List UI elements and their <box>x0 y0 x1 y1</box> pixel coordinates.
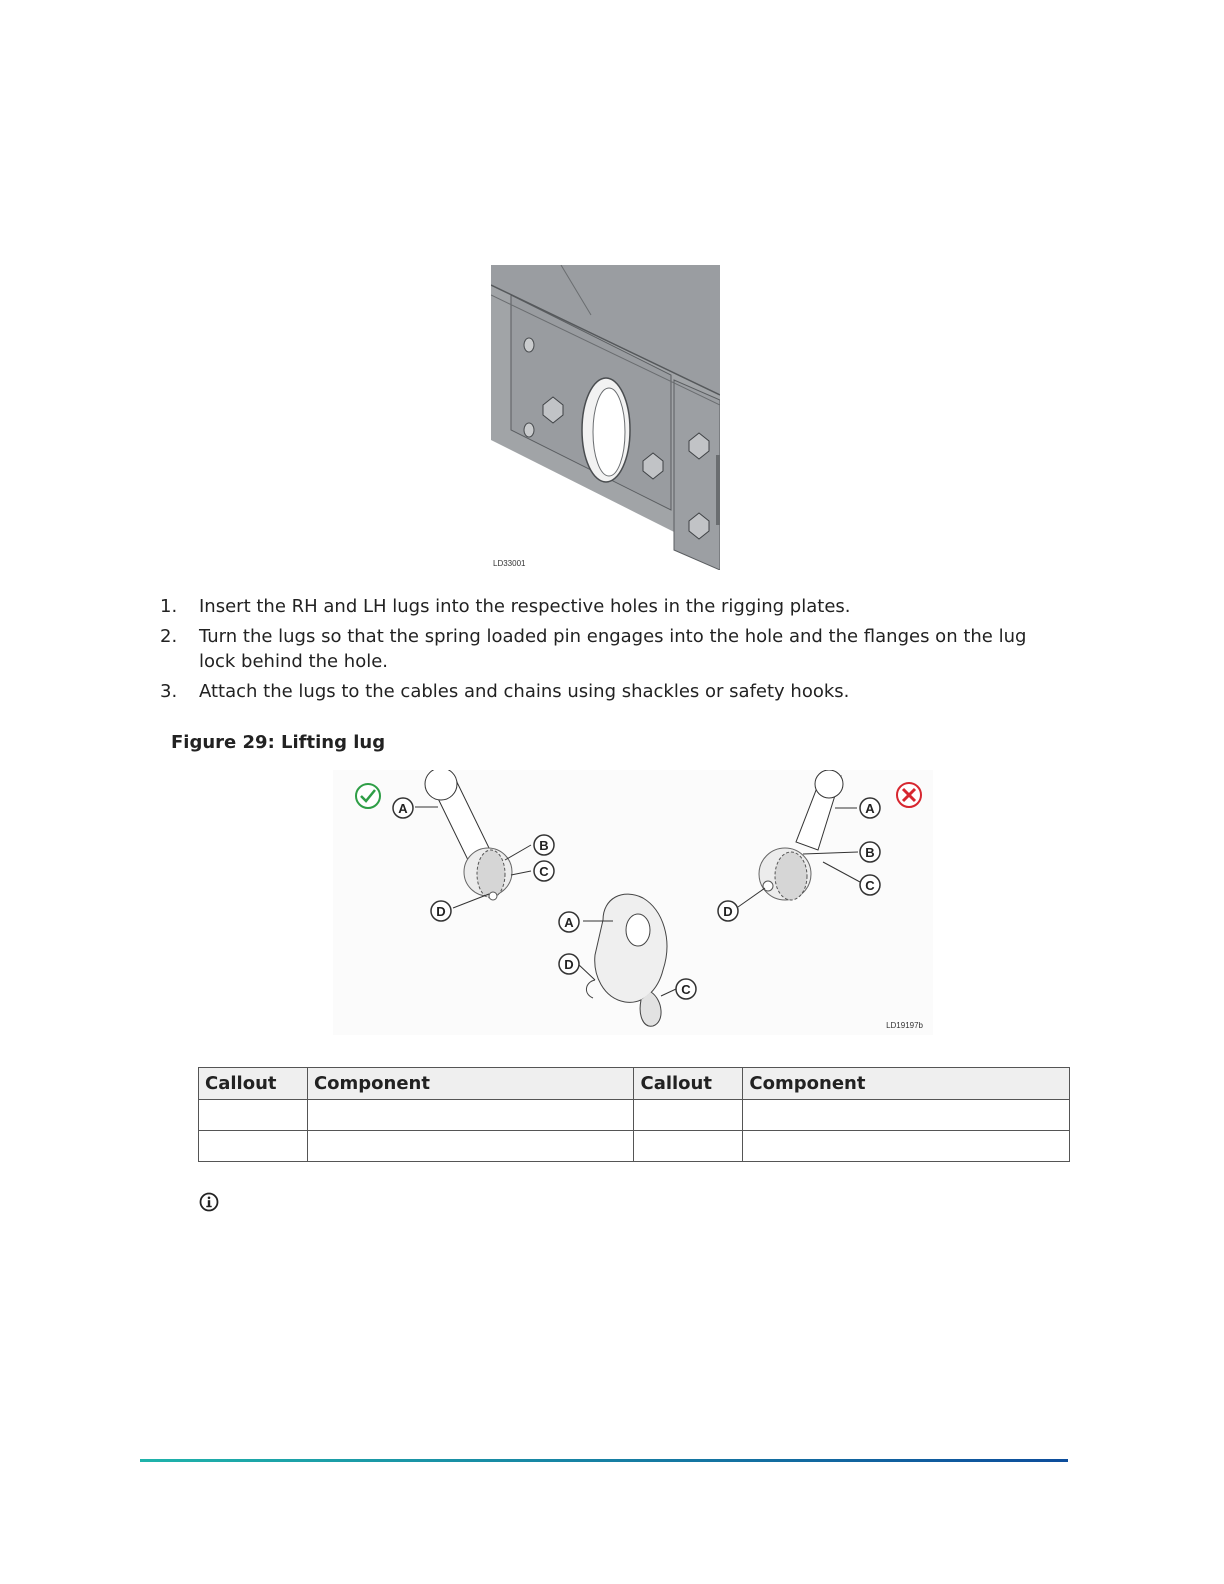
rigging-plate-figure <box>491 265 720 570</box>
svg-text:B: B <box>865 845 875 860</box>
step-item <box>160 679 1060 704</box>
callout-c-right <box>860 875 880 895</box>
step-item <box>160 594 1060 619</box>
svg-text:A: A <box>398 801 408 816</box>
table-cell <box>307 1131 634 1162</box>
table-cell <box>743 1100 1070 1131</box>
procedure-steps <box>160 594 1060 709</box>
figure-caption: Figure 29: Lifting lug <box>171 732 386 753</box>
callout-b-left <box>534 835 554 855</box>
callout-d-right <box>718 901 738 921</box>
correct-check-icon <box>356 784 380 808</box>
callout-b-right <box>860 842 880 862</box>
callout-a-right <box>860 798 880 818</box>
info-icon <box>199 1192 219 1212</box>
table-cell <box>307 1100 634 1131</box>
figure-code: LD19197b <box>886 1021 923 1030</box>
incorrect-x-icon <box>897 783 921 807</box>
table-row <box>199 1100 1070 1131</box>
table-cell <box>634 1100 743 1131</box>
lifting-lug-figure <box>333 770 933 1035</box>
table-cell <box>743 1131 1070 1162</box>
column-header: Component <box>743 1068 1070 1100</box>
callout-table <box>198 1067 1070 1162</box>
column-header: Component <box>307 1068 634 1100</box>
step-number: 1. <box>160 596 178 617</box>
callout-a-center <box>559 912 579 932</box>
table-cell <box>199 1100 308 1131</box>
step-number: 3. <box>160 681 178 702</box>
step-text: Insert the RH and LH lugs into the respective holes in the rigging plates. <box>199 596 851 617</box>
callout-a-left <box>393 798 413 818</box>
table-cell <box>634 1131 743 1162</box>
svg-text:A: A <box>865 801 875 816</box>
figure-code: LD33001 <box>493 559 526 568</box>
callout-d-center <box>559 954 579 974</box>
svg-text:D: D <box>564 957 574 972</box>
table-header-row <box>199 1068 1070 1100</box>
svg-text:C: C <box>539 864 549 879</box>
table-row <box>199 1131 1070 1162</box>
step-number: 2. <box>160 626 178 647</box>
step-text: Attach the lugs to the cables and chains using shackles or safety hooks. <box>199 681 850 702</box>
step-text: Turn the lugs so that the spring loaded pin engages into the hole and the flanges on the lug lock behind the hole. <box>199 626 1027 672</box>
column-header: Callout <box>199 1068 308 1100</box>
step-item <box>160 624 1060 674</box>
svg-text:C: C <box>681 982 691 997</box>
column-header: Callout <box>634 1068 743 1100</box>
svg-text:A: A <box>564 915 574 930</box>
table-cell <box>199 1131 308 1162</box>
callout-c-left <box>534 861 554 881</box>
svg-text:B: B <box>539 838 549 853</box>
callout-d-left <box>431 901 451 921</box>
svg-text:C: C <box>865 878 875 893</box>
svg-text:D: D <box>723 904 733 919</box>
svg-text:D: D <box>436 904 446 919</box>
footer-divider <box>140 1459 1068 1462</box>
callout-c-center <box>676 979 696 999</box>
